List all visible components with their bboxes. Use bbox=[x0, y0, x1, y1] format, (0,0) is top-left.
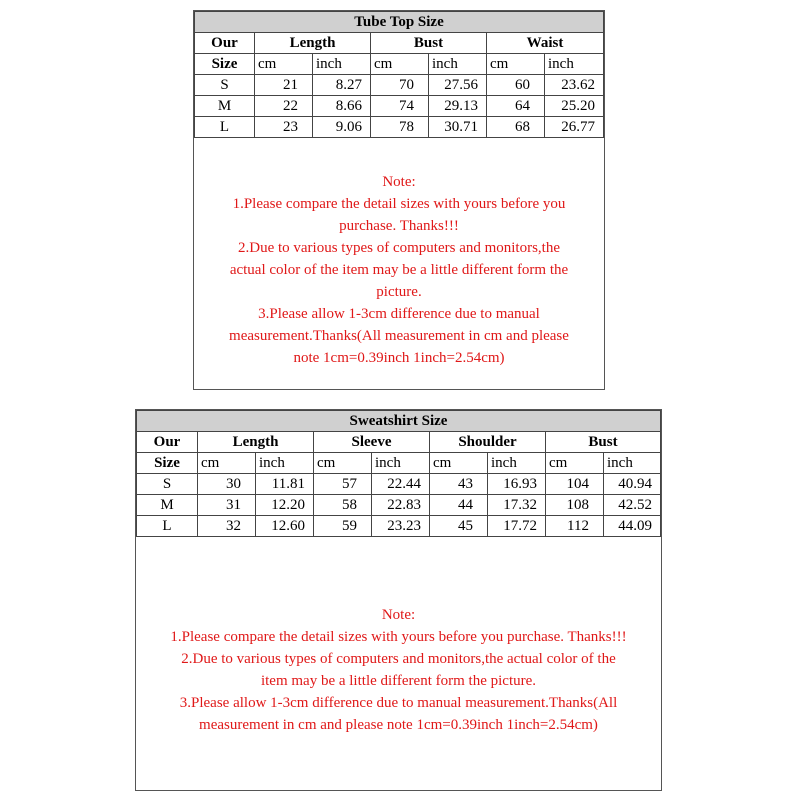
cell: 32 bbox=[198, 516, 256, 537]
cell: 8.66 bbox=[313, 96, 371, 117]
note-line: note 1cm=0.39inch 1inch=2.54cm) bbox=[293, 350, 505, 366]
cell: 58 bbox=[314, 495, 372, 516]
note-line: 2.Due to various types of computers and monitors,the actual color of the bbox=[181, 651, 616, 667]
note-line: measurement.Thanks(All measurement in cm and please bbox=[229, 328, 569, 344]
cell: 8.27 bbox=[313, 75, 371, 96]
cell: 43 bbox=[430, 474, 488, 495]
table-row bbox=[195, 96, 604, 117]
cell: 31 bbox=[198, 495, 256, 516]
cell: 40.94 bbox=[604, 474, 661, 495]
size-label: S bbox=[195, 75, 255, 96]
cell: 42.52 bbox=[604, 495, 661, 516]
cell: 57 bbox=[314, 474, 372, 495]
cell: 78 bbox=[371, 117, 429, 138]
unit-inch: inch bbox=[604, 453, 661, 474]
size-label: M bbox=[137, 495, 198, 516]
cell: 22.44 bbox=[372, 474, 430, 495]
note-line: picture. bbox=[376, 284, 422, 300]
cell: 22.83 bbox=[372, 495, 430, 516]
size-header-size: Size bbox=[195, 54, 255, 75]
cell: 21 bbox=[255, 75, 313, 96]
cell: 17.32 bbox=[488, 495, 546, 516]
cell: 22 bbox=[255, 96, 313, 117]
note-line: 3.Please allow 1-3cm difference due to manual measurement.Thanks(All bbox=[179, 695, 618, 711]
cell: 12.20 bbox=[256, 495, 314, 516]
cell: 30 bbox=[198, 474, 256, 495]
unit-cm: cm bbox=[255, 54, 313, 75]
length-header: Length bbox=[198, 432, 314, 453]
cell: 68 bbox=[487, 117, 545, 138]
note-heading: Note: bbox=[382, 174, 416, 190]
length-header: Length bbox=[255, 33, 371, 54]
cell: 29.13 bbox=[429, 96, 487, 117]
unit-cm: cm bbox=[430, 453, 488, 474]
note-line: item may be a little different form the picture. bbox=[260, 673, 537, 689]
note-line: actual color of the item may be a little different form the bbox=[229, 262, 569, 278]
cell: 9.06 bbox=[313, 117, 371, 138]
note-line: measurement in cm and please note 1cm=0.39inch 1inch=2.54cm) bbox=[199, 717, 598, 733]
cell: 60 bbox=[487, 75, 545, 96]
cell: 108 bbox=[546, 495, 604, 516]
unit-cm: cm bbox=[487, 54, 545, 75]
cell: 30.71 bbox=[429, 117, 487, 138]
sweatshirt-size-chart bbox=[135, 409, 662, 791]
tube-top-size-table bbox=[194, 11, 604, 138]
note-line: purchase. Thanks!!! bbox=[339, 218, 459, 234]
cell: 23 bbox=[255, 117, 313, 138]
cell: 26.77 bbox=[545, 117, 604, 138]
unit-cm: cm bbox=[546, 453, 604, 474]
size-header-our: Our bbox=[195, 33, 255, 54]
cell: 12.60 bbox=[256, 516, 314, 537]
size-label: M bbox=[195, 96, 255, 117]
note-line: 2.Due to various types of computers and monitors,the bbox=[237, 240, 561, 256]
cell: 44 bbox=[430, 495, 488, 516]
note-line: 1.Please compare the detail sizes with yours before you bbox=[232, 196, 566, 212]
cell: 44.09 bbox=[604, 516, 661, 537]
table-row bbox=[137, 495, 661, 516]
cell: 70 bbox=[371, 75, 429, 96]
unit-inch: inch bbox=[488, 453, 546, 474]
cell: 27.56 bbox=[429, 75, 487, 96]
note-heading: Note: bbox=[381, 607, 416, 623]
unit-inch: inch bbox=[372, 453, 430, 474]
cell: 11.81 bbox=[256, 474, 314, 495]
table-title: Sweatshirt Size bbox=[137, 411, 661, 432]
waist-header: Waist bbox=[487, 33, 604, 54]
size-label: S bbox=[137, 474, 198, 495]
cell: 112 bbox=[546, 516, 604, 537]
size-label: L bbox=[195, 117, 255, 138]
cell: 74 bbox=[371, 96, 429, 117]
note-line: 3.Please allow 1-3cm difference due to manual bbox=[258, 306, 540, 322]
cell: 59 bbox=[314, 516, 372, 537]
cell: 23.23 bbox=[372, 516, 430, 537]
unit-inch: inch bbox=[256, 453, 314, 474]
cell: 16.93 bbox=[488, 474, 546, 495]
unit-cm: cm bbox=[198, 453, 256, 474]
tube-top-size-chart bbox=[193, 10, 605, 390]
shoulder-header: Shoulder bbox=[430, 432, 546, 453]
unit-cm: cm bbox=[314, 453, 372, 474]
size-label: L bbox=[137, 516, 198, 537]
table-row bbox=[195, 117, 604, 138]
sweatshirt-size-table bbox=[136, 410, 661, 537]
bust-header: Bust bbox=[371, 33, 487, 54]
size-header-our: Our bbox=[137, 432, 198, 453]
cell: 104 bbox=[546, 474, 604, 495]
unit-cm: cm bbox=[371, 54, 429, 75]
cell: 23.62 bbox=[545, 75, 604, 96]
table-row bbox=[195, 75, 604, 96]
cell: 45 bbox=[430, 516, 488, 537]
table-row bbox=[137, 516, 661, 537]
size-header-size: Size bbox=[137, 453, 198, 474]
cell: 25.20 bbox=[545, 96, 604, 117]
cell: 64 bbox=[487, 96, 545, 117]
unit-inch: inch bbox=[429, 54, 487, 75]
cell: 17.72 bbox=[488, 516, 546, 537]
note-text bbox=[204, 171, 594, 369]
bust-header: Bust bbox=[546, 432, 661, 453]
note-text bbox=[144, 604, 653, 736]
sleeve-header: Sleeve bbox=[314, 432, 430, 453]
note-line: 1.Please compare the detail sizes with yours before you purchase. Thanks!!! bbox=[170, 629, 627, 645]
table-row bbox=[137, 474, 661, 495]
unit-inch: inch bbox=[313, 54, 371, 75]
table-title: Tube Top Size bbox=[195, 12, 604, 33]
unit-inch: inch bbox=[545, 54, 604, 75]
